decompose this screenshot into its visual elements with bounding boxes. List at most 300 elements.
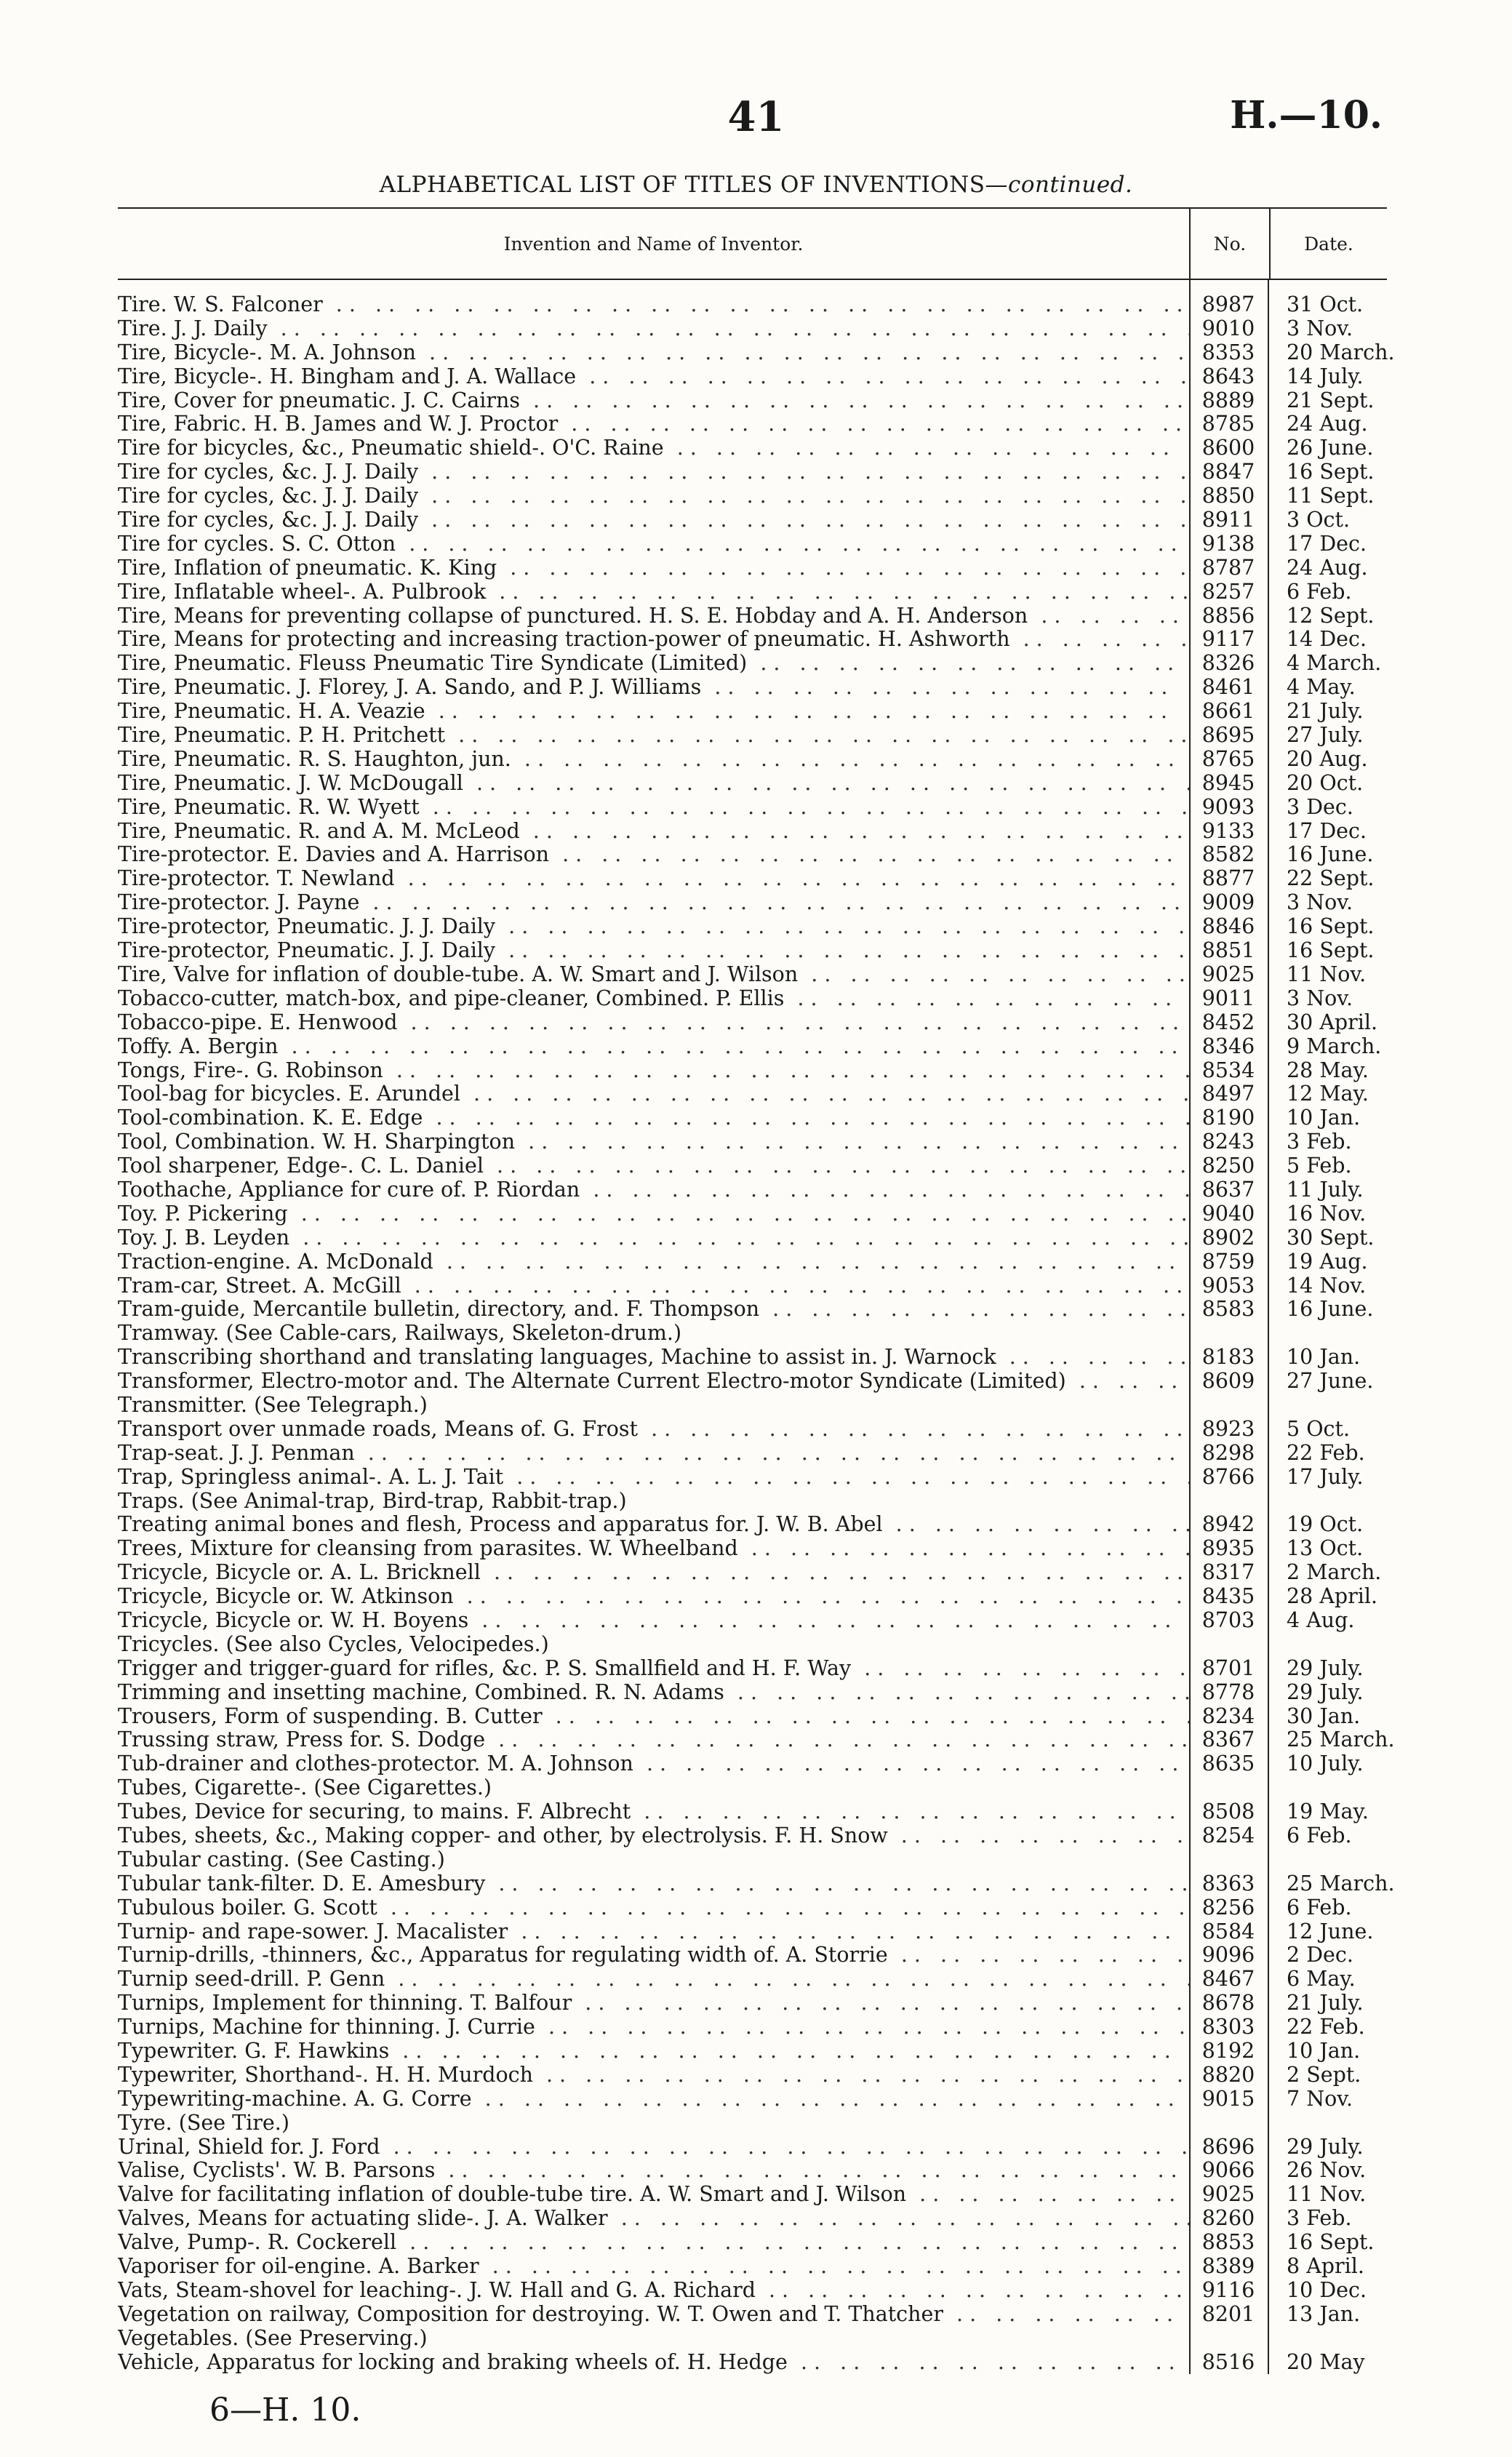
invention-title: Tire, Pneumatic. J. Florey, J. A. Sando, and P. J. Williams .. .. xyxy=(118,676,1189,700)
table-row xyxy=(118,365,1387,389)
patent-date: 3 Nov. xyxy=(1287,890,1353,915)
invention-title: Tire, Means for protecting and increasing traction-power of pneumatic. H. Ashworth .. .. xyxy=(118,628,1189,652)
patent-number: 8923 xyxy=(1201,1416,1255,1441)
invention-title: Tire for bicycles, &c., Pneumatic shield-. O'C. Raine .. .. xyxy=(118,436,1189,460)
table-row xyxy=(118,1466,1387,1490)
invention-title: Typewriting-machine. A. G. Corre .. .. xyxy=(118,2088,1189,2112)
invention-title: Tire. W. S. Falconer .. .. xyxy=(118,293,1189,317)
patent-number: 8260 xyxy=(1201,2206,1255,2231)
table-row xyxy=(118,2015,1387,2039)
patent-date: 16 June. xyxy=(1287,842,1374,867)
patent-number: 8467 xyxy=(1201,1967,1255,1991)
patent-number: 8787 xyxy=(1201,555,1255,580)
invention-title: Trussing straw, Press for. S. Dodge .. .. xyxy=(118,1728,1189,1752)
patent-number: 8889 xyxy=(1201,388,1255,412)
invention-title: Tool-combination. K. E. Edge .. .. xyxy=(118,1106,1189,1130)
invention-title: Tire, Means for preventing collapse of punctured. H. S. E. Hobday and A. H. Anderson .. .. xyxy=(118,604,1189,628)
patent-number: 8678 xyxy=(1201,1991,1255,2015)
table-row xyxy=(118,1011,1387,1035)
invention-title: Turnip seed-drill. P. Genn .. .. xyxy=(118,1967,1189,1991)
patent-number: 8701 xyxy=(1201,1655,1255,1680)
invention-title: Tire, Bicycle-. H. Bingham and J. A. Wallace .. .. xyxy=(118,365,1189,389)
invention-title: Tire. J. J. Daily .. .. xyxy=(118,317,1189,341)
patent-number: 8696 xyxy=(1201,2134,1255,2159)
invention-title: Tire, Pneumatic. H. A. Veazie .. .. xyxy=(118,700,1189,724)
table-row xyxy=(118,532,1387,556)
patent-date: 6 Feb. xyxy=(1287,1895,1352,1919)
patent-date: 4 Aug. xyxy=(1287,1607,1355,1632)
invention-title: Transport over unmade roads, Means of. G. Frost .. .. xyxy=(118,1418,1189,1442)
table-row xyxy=(118,1250,1387,1274)
table-row xyxy=(118,748,1387,772)
invention-title: Tramway. (See Cable-cars, Railways, Skeleton-drum.) xyxy=(118,1322,682,1346)
patent-number: 8661 xyxy=(1201,699,1255,724)
table-row xyxy=(118,1727,1395,1752)
patent-date: 14 Nov. xyxy=(1287,1273,1367,1298)
heading-main: ALPHABETICAL LIST OF TITLES OF INVENTIONS— xyxy=(379,172,1009,198)
invention-title: Tire for cycles, &c. J. J. Daily .. .. xyxy=(118,484,1189,508)
patent-number: 8303 xyxy=(1201,2015,1255,2039)
patent-number: 8534 xyxy=(1201,1058,1255,1082)
invention-title: Valves, Means for actuating slide-. J. A. Walker .. .. xyxy=(118,2207,1189,2231)
table-row xyxy=(118,1202,1387,1226)
table-row xyxy=(118,915,1387,939)
patent-date: 10 July. xyxy=(1287,1751,1364,1776)
table-row xyxy=(118,2279,1387,2303)
patent-number: 8346 xyxy=(1201,1034,1255,1058)
patent-date: 19 Aug. xyxy=(1287,1249,1368,1274)
invention-title: Tire, Pneumatic. R. W. Wyett .. .. xyxy=(118,796,1189,820)
invention-title: Toffy. A. Bergin .. .. xyxy=(118,1035,1189,1059)
invention-title: Tire, Bicycle-. M. A. Johnson .. .. xyxy=(118,341,1189,365)
invention-title: Tire, Inflation of pneumatic. K. King .. .. xyxy=(118,556,1189,580)
patent-number: 8935 xyxy=(1201,1536,1255,1561)
patent-date: 20 Aug. xyxy=(1287,746,1368,771)
patent-date: 22 Feb. xyxy=(1287,1440,1365,1465)
patent-date: 7 Nov. xyxy=(1287,2086,1353,2111)
invention-title: Tubes, Cigarette-. (See Cigarettes.) xyxy=(118,1776,492,1800)
table-row xyxy=(118,1106,1387,1130)
patent-number: 8583 xyxy=(1201,1297,1255,1322)
patent-number: 8326 xyxy=(1201,651,1255,676)
invention-title: Tire for cycles. S. C. Otton .. .. xyxy=(118,532,1189,556)
table-row xyxy=(118,1274,1387,1298)
table-row xyxy=(118,1967,1387,1991)
patent-date: 12 May. xyxy=(1287,1082,1369,1106)
patent-date: 11 July. xyxy=(1287,1177,1364,1202)
patent-number xyxy=(1189,1490,1268,1514)
patent-number xyxy=(1189,1776,1268,1800)
page-heading xyxy=(0,172,1512,198)
invention-title: Tobacco-cutter, match-box, and pipe-cleaner, Combined. P. Ellis .. .. xyxy=(118,987,1189,1011)
table-row xyxy=(118,1035,1387,1059)
patent-number: 8856 xyxy=(1201,603,1255,628)
patent-date: 13 Oct. xyxy=(1287,1536,1364,1561)
inventions-table xyxy=(118,207,1395,2374)
table-row xyxy=(118,460,1387,484)
table-row xyxy=(118,772,1387,796)
table-row xyxy=(118,2064,1387,2088)
table-row xyxy=(118,1418,1387,1442)
patent-date: 17 July. xyxy=(1287,1464,1364,1489)
patent-date: 2 March. xyxy=(1287,1560,1382,1585)
invention-title: Trees, Mixture for cleansing from parasites. W. Wheelband .. .. xyxy=(118,1537,1189,1561)
table-row xyxy=(118,652,1387,676)
table-row xyxy=(118,1705,1387,1729)
column-divider xyxy=(1268,280,1269,2374)
patent-date xyxy=(1268,1490,1387,1514)
table-row xyxy=(118,867,1387,891)
invention-title: Tool-bag for bicycles. E. Arundel .. .. xyxy=(118,1082,1189,1106)
table-row xyxy=(118,2159,1387,2183)
invention-title: Tram-guide, Mercantile bulletin, directory, and. F. Thompson .. .. xyxy=(118,1298,1189,1322)
patent-date: 20 May xyxy=(1287,2349,1365,2374)
table-row xyxy=(118,939,1387,963)
table-row xyxy=(118,1370,1387,1394)
patent-date: 30 April. xyxy=(1287,1010,1378,1034)
table-row xyxy=(118,1848,1387,1872)
table-row xyxy=(118,317,1387,341)
table-row xyxy=(118,820,1387,844)
patent-number: 8584 xyxy=(1201,1919,1255,1943)
invention-title: Tobacco-pipe. E. Henwood .. .. xyxy=(118,1011,1189,1035)
patent-number: 8353 xyxy=(1201,340,1255,364)
patent-date: 16 Nov. xyxy=(1287,1201,1367,1226)
table-row xyxy=(118,1991,1387,2015)
invention-title: Tubulous boiler. G. Scott .. .. xyxy=(118,1896,1189,1920)
patent-number: 8778 xyxy=(1201,1679,1255,1704)
patent-date: 27 July. xyxy=(1287,723,1364,748)
patent-number: 9093 xyxy=(1201,794,1255,819)
invention-title: Tyre. (See Tire.) xyxy=(118,2111,289,2135)
table-row xyxy=(118,843,1387,867)
patent-date: 3 Nov. xyxy=(1287,316,1353,340)
invention-title: Turnip-drills, -thinners, &c., Apparatus for regulating width of. A. Storrie .. .. xyxy=(118,1943,1189,1967)
patent-date: 22 Feb. xyxy=(1287,2015,1365,2039)
invention-title: Vehicle, Apparatus for locking and braking wheels of. H. Hedge .. .. xyxy=(118,2351,1189,2375)
patent-number: 8853 xyxy=(1201,2230,1255,2255)
patent-date: 16 Sept. xyxy=(1287,2230,1375,2255)
table-row xyxy=(118,1298,1387,1322)
invention-title: Tire, Pneumatic. R. S. Haughton, jun. .. .. xyxy=(118,748,1189,772)
table-row xyxy=(118,2112,1387,2136)
patent-date: 16 June. xyxy=(1287,1297,1374,1322)
invention-title: Transformer, Electro-motor and. The Alternate Current Electro-motor Syndicate (Limited) .. .. xyxy=(118,1370,1189,1394)
table-row xyxy=(118,2039,1387,2064)
patent-number: 8257 xyxy=(1201,579,1255,604)
table-row xyxy=(118,1657,1387,1681)
table-row xyxy=(118,1943,1387,1967)
invention-title: Urinal, Shield for. J. Ford .. .. xyxy=(118,2136,1189,2160)
invention-title: Typewriter. G. F. Hawkins .. .. xyxy=(118,2039,1189,2064)
table-row xyxy=(118,1585,1387,1609)
invention-title: Trap-seat. J. J. Penman .. .. xyxy=(118,1442,1189,1466)
invention-title: Trimming and insetting machine, Combined. R. N. Adams .. .. xyxy=(118,1681,1189,1705)
patent-date xyxy=(1268,1848,1387,1872)
table-row xyxy=(118,700,1387,724)
invention-title: Tubes, Device for securing, to mains. F. Albrecht .. .. xyxy=(118,1800,1189,1824)
table-row xyxy=(118,1633,1387,1657)
patent-number: 8785 xyxy=(1201,412,1255,436)
table-body xyxy=(118,280,1395,2374)
patent-date: 16 Sept. xyxy=(1287,938,1375,963)
table-row xyxy=(118,389,1387,413)
heading-continued: continued. xyxy=(1008,172,1133,198)
table-row xyxy=(118,2351,1387,2375)
table-row xyxy=(118,1394,1387,1418)
patent-date xyxy=(1268,1776,1387,1800)
patent-date xyxy=(1268,1322,1387,1346)
patent-date: 26 Nov. xyxy=(1287,2158,1367,2183)
invention-title: Tricycle, Bicycle or. W. Atkinson .. .. xyxy=(118,1585,1189,1609)
patent-number: 8183 xyxy=(1201,1345,1255,1370)
patent-date: 22 Sept. xyxy=(1287,866,1375,891)
table-row xyxy=(118,1681,1387,1705)
patent-date: 25 March. xyxy=(1287,1871,1395,1895)
table-row xyxy=(118,2183,1387,2207)
invention-title: Tire-protector, Pneumatic. J. J. Daily .. .. xyxy=(118,915,1189,939)
patent-number: 8192 xyxy=(1201,2039,1255,2064)
table-row xyxy=(118,987,1387,1011)
invention-title: Toy. J. B. Leyden .. .. xyxy=(118,1226,1189,1250)
table-row xyxy=(118,1154,1387,1178)
patent-date: 19 May. xyxy=(1287,1799,1369,1824)
patent-date: 30 Jan. xyxy=(1287,1703,1361,1728)
patent-date: 4 May. xyxy=(1287,675,1356,700)
patent-number: 8847 xyxy=(1201,460,1255,484)
table-row xyxy=(118,1896,1387,1920)
patent-date: 11 Sept. xyxy=(1287,484,1375,508)
invention-title: Tubes, sheets, &c., Making copper- and other, by electrolysis. F. H. Snow .. .. xyxy=(118,1824,1189,1848)
invention-title: Treating animal bones and flesh, Process and apparatus for. J. W. B. Abel .. .. xyxy=(118,1513,1189,1537)
patent-date: 10 Jan. xyxy=(1287,1106,1361,1130)
patent-number: 8911 xyxy=(1201,508,1255,532)
table-row xyxy=(118,2207,1387,2231)
patent-number: 8452 xyxy=(1201,1010,1255,1034)
patent-date: 3 Feb. xyxy=(1287,2206,1352,2231)
table-row xyxy=(118,2136,1387,2160)
invention-title: Transcribing shorthand and translating languages, Machine to assist in. J. Warnock .. .. xyxy=(118,1346,1189,1370)
patent-number: 8695 xyxy=(1201,723,1255,748)
page-footer: 6—H. 10. xyxy=(209,2392,361,2429)
invention-title: Turnip- and rape-sower. J. Macalister .. .. xyxy=(118,1920,1189,1944)
patent-number: 8850 xyxy=(1201,484,1255,508)
table-row xyxy=(118,340,1395,365)
patent-number: 8508 xyxy=(1201,1799,1255,1824)
patent-number: 8250 xyxy=(1201,1154,1255,1178)
table-row xyxy=(118,1752,1387,1776)
patent-number: 8765 xyxy=(1201,746,1255,771)
patent-date: 2 Sept. xyxy=(1287,2062,1361,2087)
table-row xyxy=(118,1920,1387,1944)
patent-date: 8 April. xyxy=(1287,2254,1364,2279)
table-row xyxy=(118,2327,1387,2351)
patent-date: 3 Feb. xyxy=(1287,1130,1352,1154)
invention-title: Vats, Steam-shovel for leaching-. J. W. Hall and G. A. Richard .. .. xyxy=(118,2279,1189,2303)
patent-date: 20 March. xyxy=(1287,340,1395,364)
table-row xyxy=(118,1059,1387,1083)
table-row xyxy=(118,1082,1387,1106)
table-row xyxy=(118,796,1387,820)
patent-date: 5 Oct. xyxy=(1287,1416,1351,1441)
patent-date: 29 July. xyxy=(1287,2134,1364,2159)
patent-number: 9117 xyxy=(1201,627,1255,652)
patent-date: 28 May. xyxy=(1287,1058,1369,1082)
invention-title: Valise, Cyclists'. W. B. Parsons .. .. xyxy=(118,2159,1189,2183)
patent-date: 25 March. xyxy=(1287,1727,1395,1752)
invention-title: Tire-protector. E. Davies and A. Harrison .. .. xyxy=(118,843,1189,867)
patent-number: 8945 xyxy=(1201,770,1255,795)
table-row xyxy=(118,724,1387,748)
table-row xyxy=(118,436,1387,460)
patent-date xyxy=(1268,1633,1387,1657)
invention-title: Tire, Valve for inflation of double-tube. A. W. Smart and J. Wilson .. .. xyxy=(118,963,1189,987)
patent-date: 24 Aug. xyxy=(1287,555,1368,580)
patent-date: 4 March. xyxy=(1287,651,1382,676)
patent-number xyxy=(1189,2327,1268,2351)
patent-date: 10 Dec. xyxy=(1287,2277,1367,2302)
patent-number: 9116 xyxy=(1201,2277,1255,2302)
invention-title: Valve for facilitating inflation of double-tube tire. A. W. Smart and J. Wilson .. .. xyxy=(118,2183,1189,2207)
patent-number: 8877 xyxy=(1201,866,1255,891)
invention-title: Tubular tank-filter. D. E. Amesbury .. .. xyxy=(118,1872,1189,1896)
invention-title: Turnips, Implement for thinning. T. Balfour .. .. xyxy=(118,1991,1189,2015)
patent-number: 9009 xyxy=(1201,890,1255,915)
patent-date: 17 Dec. xyxy=(1287,531,1367,556)
patent-number: 8243 xyxy=(1201,1130,1255,1154)
table-row xyxy=(118,293,1387,317)
patent-date: 6 Feb. xyxy=(1287,1823,1352,1847)
table-row xyxy=(118,2231,1387,2255)
table-row xyxy=(118,1513,1387,1537)
invention-title: Toy. P. Pickering .. .. xyxy=(118,1202,1189,1226)
table-row xyxy=(118,580,1387,604)
column-divider xyxy=(1189,280,1191,2374)
table-row xyxy=(118,604,1387,628)
patent-number: 9133 xyxy=(1201,818,1255,843)
patent-date: 21 July. xyxy=(1287,699,1364,724)
invention-title: Trousers, Form of suspending. B. Cutter .. .. xyxy=(118,1705,1189,1729)
table-row xyxy=(118,628,1387,652)
patent-date: 24 Aug. xyxy=(1287,412,1368,436)
patent-date: 6 Feb. xyxy=(1287,579,1352,604)
patent-number: 8851 xyxy=(1201,938,1255,963)
invention-title: Tricycles. (See also Cycles, Velocipedes.) xyxy=(118,1632,549,1656)
invention-title: Tram-car, Street. A. McGill .. .. xyxy=(118,1274,1189,1298)
invention-title: Vaporiser for oil-engine. A. Barker .. .. xyxy=(118,2255,1189,2279)
patent-number: 8256 xyxy=(1201,1895,1255,1919)
patent-number: 8367 xyxy=(1201,1727,1255,1752)
invention-title: Transmitter. (See Telegraph.) xyxy=(118,1393,428,1417)
table-row xyxy=(118,1322,1387,1346)
patent-number: 8582 xyxy=(1201,842,1255,867)
table-row xyxy=(118,891,1387,915)
patent-number xyxy=(1189,2112,1268,2136)
invention-title: Tire-protector. T. Newland .. .. xyxy=(118,867,1189,891)
patent-number: 8902 xyxy=(1201,1225,1255,1250)
invention-title: Tubular casting. (See Casting.) xyxy=(118,1847,445,1871)
patent-number: 8766 xyxy=(1201,1464,1255,1489)
patent-date: 10 Jan. xyxy=(1287,2039,1361,2064)
patent-number xyxy=(1189,1322,1268,1346)
invention-title: Tire for cycles, &c. J. J. Daily .. .. xyxy=(118,508,1189,532)
patent-number: 8635 xyxy=(1201,1751,1255,1776)
patent-number: 9025 xyxy=(1201,962,1255,986)
patent-date xyxy=(1268,2327,1387,2351)
table-row xyxy=(118,556,1387,580)
patent-number: 8461 xyxy=(1201,675,1255,700)
table-row xyxy=(118,412,1387,436)
patent-number: 8942 xyxy=(1201,1512,1255,1537)
invention-title: Tub-drainer and clothes-protector. M. A. Johnson .. .. xyxy=(118,1752,1189,1776)
table-row xyxy=(118,963,1387,987)
invention-title: Traps. (See Animal-trap, Bird-trap, Rabbit-trap.) xyxy=(118,1489,627,1513)
invention-title: Tongs, Fire-. G. Robinson .. .. xyxy=(118,1059,1189,1083)
patent-number: 8609 xyxy=(1201,1369,1255,1394)
patent-number: 9053 xyxy=(1201,1273,1255,1298)
invention-title: Turnips, Machine for thinning. J. Currie .. .. xyxy=(118,2015,1189,2039)
patent-date: 21 July. xyxy=(1287,1991,1364,2015)
table-row xyxy=(118,1776,1387,1800)
table-row xyxy=(118,1226,1387,1250)
invention-title: Tire-protector, Pneumatic. J. J. Daily .. .. xyxy=(118,939,1189,963)
patent-date: 31 Oct. xyxy=(1287,292,1364,316)
invention-title: Tricycle, Bicycle or. A. L. Bricknell .. .. xyxy=(118,1561,1189,1585)
patent-date: 20 Oct. xyxy=(1287,770,1364,795)
table-row xyxy=(118,2255,1387,2279)
table-row xyxy=(118,484,1387,508)
patent-number: 8435 xyxy=(1201,1584,1255,1609)
table-row xyxy=(118,2088,1387,2112)
invention-title: Tire, Fabric. H. B. James and W. J. Proctor .. .. xyxy=(118,412,1189,436)
patent-number: 8516 xyxy=(1201,2349,1255,2374)
table-row xyxy=(118,676,1387,700)
table-row xyxy=(118,1824,1387,1848)
patent-date: 9 March. xyxy=(1287,1034,1382,1058)
table-row xyxy=(118,1871,1395,1896)
patent-date: 3 Oct. xyxy=(1287,508,1351,532)
table-row xyxy=(118,1442,1387,1466)
table-header xyxy=(118,207,1387,280)
patent-number: 8820 xyxy=(1201,2062,1255,2087)
patent-number: 8254 xyxy=(1201,1823,1255,1847)
patent-date: 29 July. xyxy=(1287,1679,1364,1704)
patent-number: 8190 xyxy=(1201,1106,1255,1130)
table-row xyxy=(118,2303,1387,2327)
patent-number: 8703 xyxy=(1201,1607,1255,1632)
header-invention: Invention and Name of Inventor. xyxy=(503,233,804,255)
patent-date: 14 July. xyxy=(1287,364,1364,388)
patent-date: 3 Dec. xyxy=(1287,794,1353,819)
patent-date: 6 May. xyxy=(1287,1967,1356,1991)
patent-number: 9138 xyxy=(1201,531,1255,556)
patent-date: 12 June. xyxy=(1287,1919,1374,1943)
patent-number: 8389 xyxy=(1201,2254,1255,2279)
patent-number xyxy=(1189,1633,1268,1657)
patent-date: 14 Dec. xyxy=(1287,627,1367,652)
patent-number: 8759 xyxy=(1201,1249,1255,1274)
table-row xyxy=(118,1537,1387,1561)
patent-number: 9011 xyxy=(1201,986,1255,1010)
patent-number: 9066 xyxy=(1201,2158,1255,2183)
patent-number: 9010 xyxy=(1201,316,1255,340)
invention-title: Toothache, Appliance for cure of. P. Riordan .. .. xyxy=(118,1178,1189,1202)
patent-number: 8846 xyxy=(1201,914,1255,939)
page-number: 41 xyxy=(727,93,785,141)
patent-date: 12 Sept. xyxy=(1287,603,1375,628)
invention-title: Traction-engine. A. McDonald .. .. xyxy=(118,1250,1189,1274)
patent-number xyxy=(1189,1394,1268,1418)
